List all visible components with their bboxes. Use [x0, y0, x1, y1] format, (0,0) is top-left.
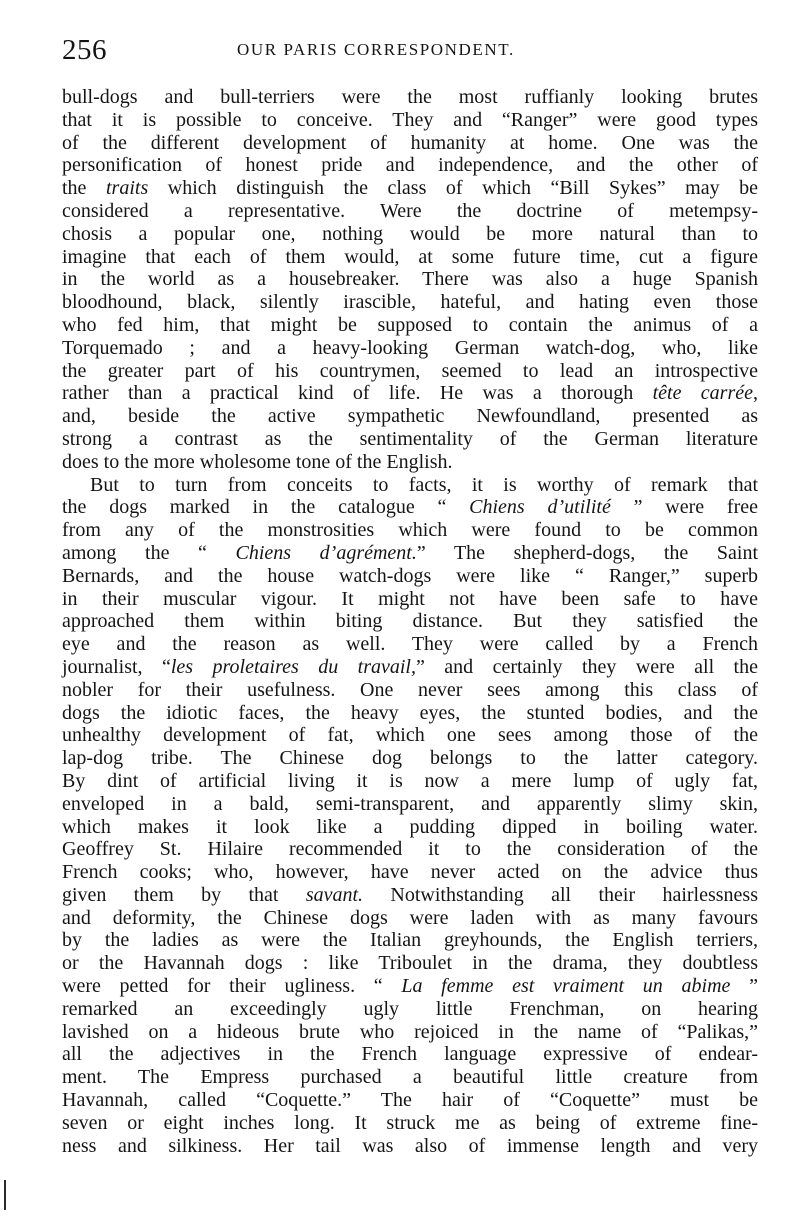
- text-line: were petted for their ugliness. “ La femme est vraiment un abime ”: [62, 975, 758, 998]
- text-line: the greater part of his countrymen, seemed to lead an introspective: [62, 359, 758, 382]
- text-line: does to the more wholesome tone of the English.: [62, 450, 453, 473]
- text-line: the traits which distinguish the class of which “Bill Sykes” may be: [62, 177, 759, 200]
- text-line: the dogs marked in the catalogue “ Chiens d’utilité ” were free: [62, 496, 758, 519]
- text-line: Bernards, and the house watch-dogs were like “ Ranger,” superb: [62, 564, 758, 587]
- text-line: seven or eight inches long. It struck me as being of extreme fine-: [62, 1111, 758, 1134]
- text-line: personification of honest pride and independence, and the other of: [62, 154, 758, 177]
- text-line: in the world as a housebreaker. There was also a huge Spanish: [62, 268, 758, 291]
- running-title: OUR PARIS CORRESPONDENT.: [237, 40, 515, 59]
- text-line: bull-dogs and bull-terriers were the most ruffianly looking brutes: [62, 86, 758, 108]
- text-line: But to turn from conceits to facts, it is worthy of remark that: [90, 473, 758, 496]
- text-line: from any of the monstrosities which were found to be common: [62, 519, 758, 542]
- text-line: approached them within biting distance. But they satisfied the: [62, 610, 758, 633]
- text-line: chosis a popular one, nothing would be more natural than to: [62, 222, 758, 245]
- text-line: and deformity, the Chinese dogs were laden with as many favours: [62, 906, 758, 929]
- text-line: imagine that each of them would, at some future time, cut a figure: [62, 245, 758, 268]
- text-line: rather than a practical kind of life. He was a thorough tête carrée,: [62, 382, 758, 405]
- text-line: strong a contrast as the sentimentality of the German literature: [62, 427, 758, 450]
- text-line: journalist, “les proletaires du travail,” and certainly they were all the: [62, 655, 758, 678]
- text-line: French cooks; who, however, have never acted on the advice thus: [62, 861, 758, 884]
- text-line: bloodhound, black, silently irascible, hateful, and hating even those: [62, 291, 758, 314]
- text-line: by the ladies as were the Italian greyhounds, the English terriers,: [62, 929, 758, 952]
- text-line: ness and silkiness. Her tail was also of immense length and very: [62, 1134, 758, 1157]
- text-line: which makes it look like a pudding dipped in boiling water.: [62, 815, 758, 838]
- text-line: or the Havannah dogs : like Triboulet in the drama, they doubtless: [62, 952, 758, 975]
- text-line: lap-dog tribe. The Chinese dog belongs to the latter category.: [62, 747, 758, 770]
- text-line: of the different development of humanity at home. One was the: [62, 131, 758, 154]
- text-line: nobler for their usefulness. One never sees among this class of: [62, 678, 758, 701]
- text-line: enveloped in a bald, semi-transparent, and apparently slimy skin,: [62, 792, 758, 815]
- text-line: who fed him, that might be supposed to contain the animus of a: [62, 313, 758, 336]
- text-line: all the adjectives in the French language expressive of endear-: [62, 1043, 758, 1066]
- text-line: considered a representative. Were the doctrine of metempsy-: [62, 199, 758, 222]
- running-head: [62, 30, 758, 70]
- text-line: dogs the idiotic faces, the heavy eyes, the stunted bodies, and the: [62, 701, 758, 724]
- text-line: given them by that savant. Notwithstanding all their hairlessness: [62, 883, 758, 906]
- text-line: Geoffrey St. Hilaire recommended it to the consideration of the: [62, 838, 758, 861]
- body-text: [62, 86, 758, 1157]
- text-line: that it is possible to conceive. They and “Ranger” were good types: [62, 108, 758, 131]
- text-line: among the “ Chiens d’agrément.” The shepherd-dogs, the Saint: [62, 541, 758, 564]
- text-line: in their muscular vigour. It might not have been safe to have: [62, 587, 758, 610]
- book-page: [62, 30, 758, 1157]
- page-number: 256: [62, 34, 107, 66]
- text-line: eye and the reason as well. They were called by a French: [62, 633, 758, 656]
- text-line: unhealthy development of fat, which one sees among those of the: [62, 724, 758, 747]
- text-line: and, beside the active sympathetic Newfoundland, presented as: [62, 405, 758, 428]
- text-line: By dint of artificial living it is now a mere lump of ugly fat,: [62, 769, 758, 792]
- text-line: remarked an exceedingly ugly little Frenchman, on hearing: [62, 997, 758, 1020]
- margin-rule: [4, 1180, 6, 1210]
- text-line: ment. The Empress purchased a beautiful little creature from: [62, 1066, 758, 1089]
- text-line: Havannah, called “Coquette.” The hair of “Coquette” must be: [62, 1089, 758, 1112]
- text-line: lavished on a hideous brute who rejoiced in the name of “Palikas,”: [62, 1020, 758, 1043]
- text-line: Torquemado ; and a heavy-looking German watch-dog, who, like: [62, 336, 758, 359]
